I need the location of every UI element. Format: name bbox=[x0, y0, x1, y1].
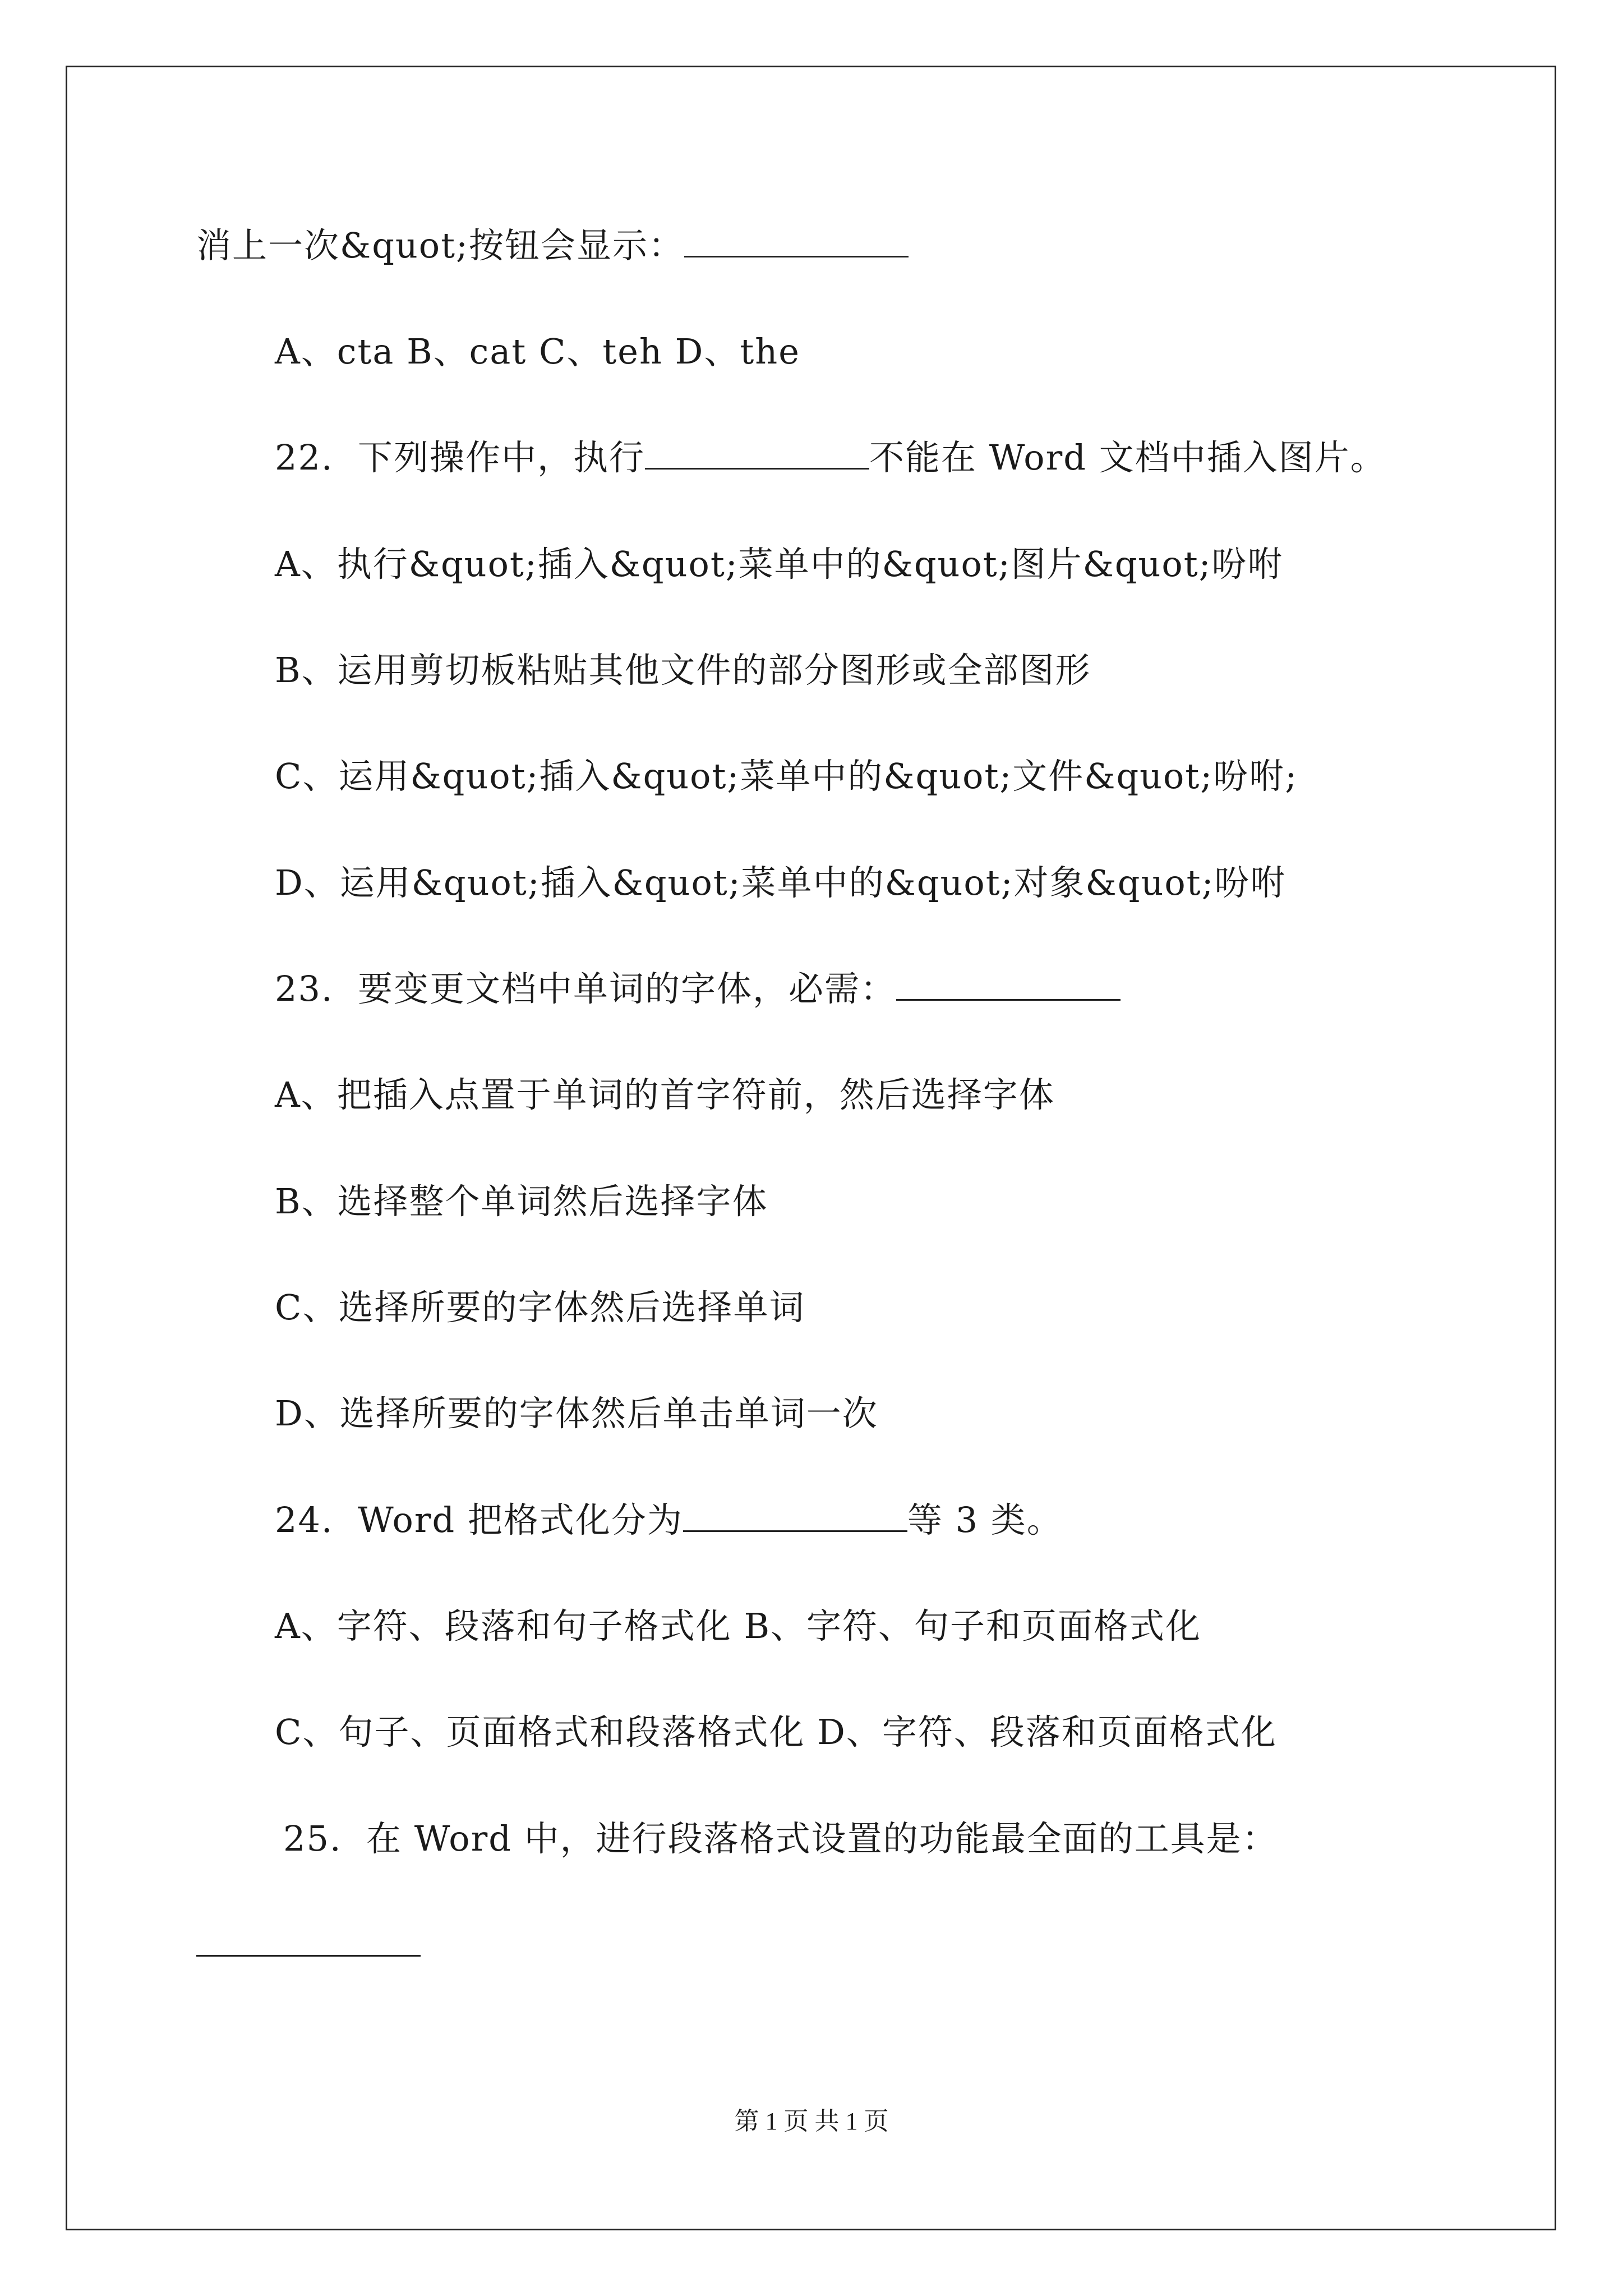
question-25-stem: 25. 在 Word 中，进行段落格式设置的功能最全面的工具是： bbox=[283, 1818, 1278, 1859]
answer-blank bbox=[645, 435, 869, 470]
question-23-option-a: A、把插入点置于单词的首字符前，然后选择字体 bbox=[275, 1074, 1055, 1115]
question-22-option-c: C、运用&quot;插入&quot;菜单中的&quot;文件&quot;吩咐; bbox=[275, 756, 1298, 797]
answer-blank bbox=[896, 967, 1121, 1001]
page-footer: 第 1 页 共 1 页 bbox=[734, 2108, 889, 2135]
question-21-options: A、cta B、cat C、teh D、the bbox=[275, 331, 800, 372]
question-21-continuation: 消上一次&quot;按钮会显示： bbox=[196, 223, 909, 268]
question-24-stem: 24. Word 把格式化分为 等 3 类。 bbox=[275, 1498, 1063, 1543]
question-23-option-b: B、选择整个单词然后选择字体 bbox=[275, 1181, 768, 1222]
answer-blank bbox=[683, 1498, 907, 1532]
question-24-options-ab: A、字符、段落和句子格式化 B、字符、句子和页面格式化 bbox=[275, 1605, 1202, 1646]
question-23-stem: 23. 要变更文档中单词的字体，必需： bbox=[275, 967, 1121, 1011]
question-25-blank-line bbox=[196, 1922, 421, 1967]
question-24-options-cd: C、句子、页面格式和段落格式化 D、字符、段落和页面格式化 bbox=[275, 1711, 1277, 1752]
question-22-option-b: B、运用剪切板粘贴其他文件的部分图形或全部图形 bbox=[275, 650, 1091, 691]
question-23-option-d: D、选择所要的字体然后单击单词一次 bbox=[275, 1393, 878, 1434]
answer-blank bbox=[196, 1922, 421, 1957]
answer-blank bbox=[684, 223, 909, 257]
question-22-option-a: A、执行&quot;插入&quot;菜单中的&quot;图片&quot;吩咐 bbox=[275, 544, 1284, 585]
page-border bbox=[66, 66, 1556, 2230]
question-22-stem: 22. 下列操作中，执行 不能在 Word 文档中插入图片。 bbox=[275, 435, 1386, 480]
question-23-option-c: C、选择所要的字体然后选择单词 bbox=[275, 1287, 805, 1328]
question-22-option-d: D、运用&quot;插入&quot;菜单中的&quot;对象&quot;吩咐 bbox=[275, 862, 1287, 903]
